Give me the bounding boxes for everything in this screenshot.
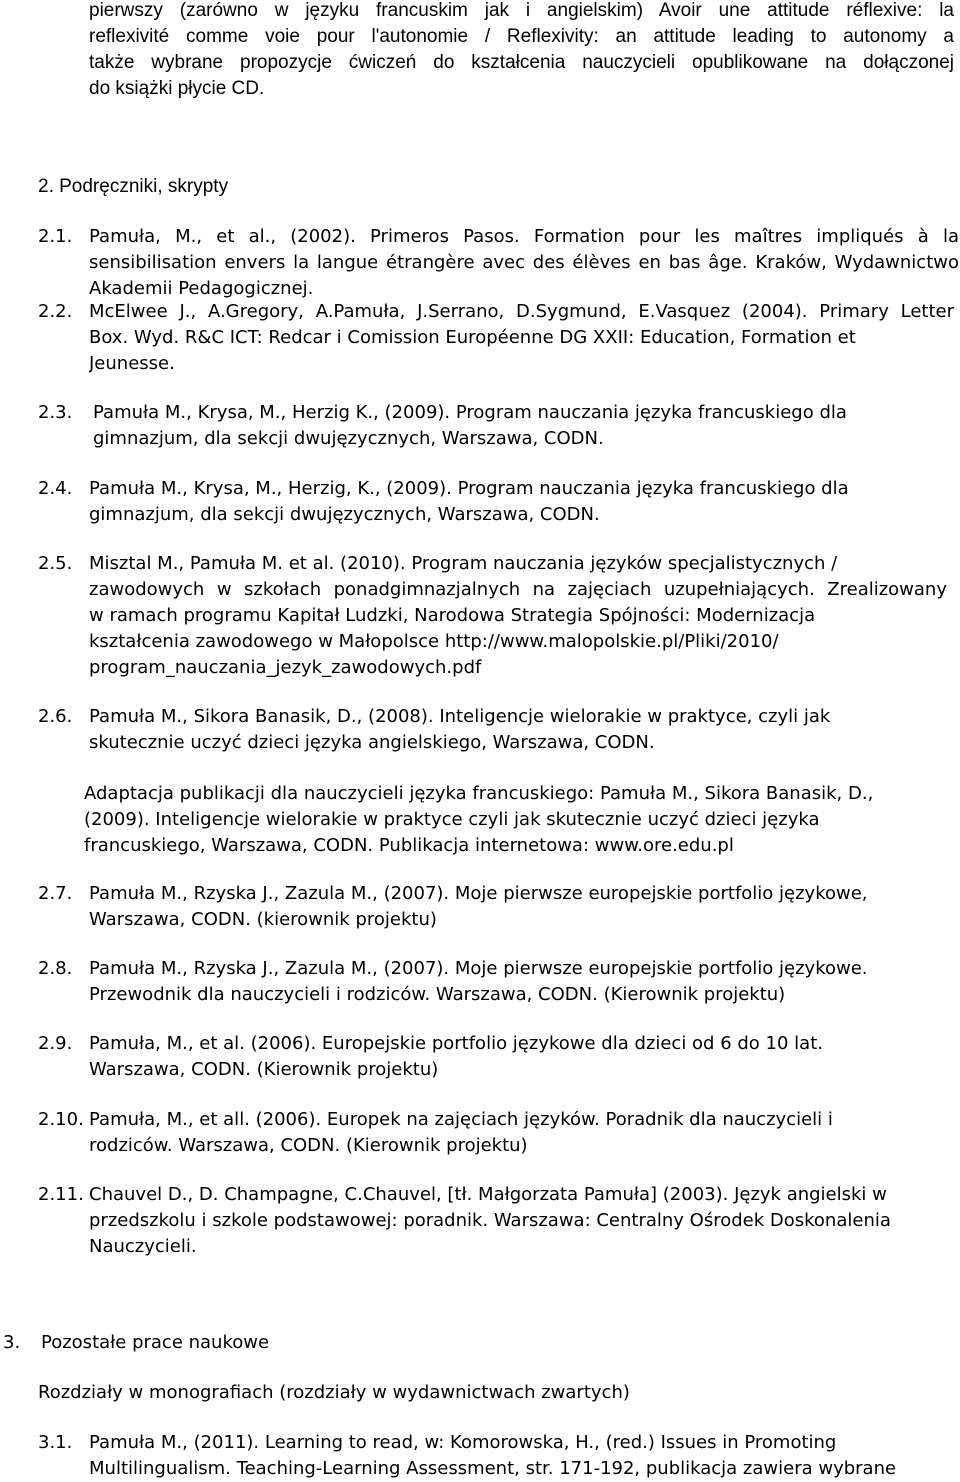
- reference-3-1: [89, 1430, 949, 1482]
- reference-line: Chauvel D., D. Champagne, C.Chauvel, [tł. Małgorzata Pamuła] (2003). Język angielski w: [89, 1184, 887, 1205]
- item-number: 2.4.: [38, 478, 73, 499]
- section-3-number: 3.: [3, 1332, 21, 1353]
- reference-line: Warszawa, CODN. (Kierownik projektu): [89, 1059, 439, 1080]
- item-number: 2.1.: [38, 226, 73, 247]
- item-number: 2.7.: [38, 883, 73, 904]
- item-number: 2.8.: [38, 958, 73, 979]
- reference-line: gimnazjum, dla sekcji dwujęzycznych, Warszawa, CODN.: [89, 504, 600, 525]
- reference-line: Pamuła M., Rzyska J., Zazula M., (2007). Moje pierwsze europejskie portfolio językowe,: [89, 883, 868, 904]
- reference-2-2: [89, 299, 954, 377]
- reference-line: Pamuła, M., et al. (2006). Europejskie portfolio językowe dla dzieci od 6 do 10 lat.: [89, 1033, 823, 1054]
- reference-line: Pamuła, M., et all. (2006). Europek na zajęciach języków. Poradnik dla nauczycieli i: [89, 1109, 833, 1130]
- reference-line: Pamuła M., Sikora Banasik, D., (2008). Inteligencje wielorakie w praktyce, czyli jak: [89, 706, 831, 727]
- reference-line: Pamuła M., (2011). Learning to read, w: Komorowska, H., (red.) Issues in Promoting: [89, 1432, 837, 1453]
- reference-line: francuskiego, Warszawa, CODN. Publikacja internetowa: www.ore.edu.pl: [84, 835, 734, 856]
- reference-line: przedszkolu i szkole podstawowej: poradnik. Warszawa: Centralny Ośrodek Doskonalenia: [89, 1210, 891, 1231]
- reference-2-3: [93, 400, 847, 452]
- item-number: 2.10.: [38, 1109, 84, 1130]
- item-number: 2.6.: [38, 706, 73, 727]
- reference-line: skutecznie uczyć dzieci języka angielskiego, Warszawa, CODN.: [89, 732, 655, 753]
- reference-2-7: [89, 881, 868, 933]
- reference-line: sensibilisation envers la langue étrangère avec des élèves en bas âge. Kraków, Wydawnictwo: [89, 252, 959, 273]
- reference-2-5: [89, 551, 947, 681]
- item-number: 2.3.: [38, 402, 73, 423]
- item-number: 3.1.: [38, 1432, 73, 1453]
- reference-2-11: [89, 1182, 891, 1260]
- reference-line: Pamuła, M., et al., (2002). Primeros Pasos. Formation pour les maîtres impliqués à la: [89, 226, 959, 247]
- reference-line: Warszawa, CODN. (kierownik projektu): [89, 909, 437, 930]
- section-2-heading: 2. Podręczniki, skrypty: [38, 176, 229, 197]
- reference-line: Adaptacja publikacji dla nauczycieli języka francuskiego: Pamuła M., Sikora Banasik, D.,: [84, 783, 874, 804]
- intro-line-2: reflexivité comme voie pour l'autonomie / Reflexivity: an attitude leading to autonomy a: [89, 26, 954, 47]
- reference-line: rodziców. Warszawa, CODN. (Kierownik projektu): [89, 1135, 528, 1156]
- reference-line: Pamuła M., Krysa, M., Herzig, K., (2009). Program nauczania języka francuskiego dla: [89, 478, 849, 499]
- reference-line: Nauczycieli.: [89, 1236, 197, 1257]
- reference-2-9: [89, 1031, 823, 1083]
- intro-line-1: pierwszy (zarówno w języku francuskim jak i angielskim) Avoir une attitude réflexive: la: [89, 0, 954, 21]
- intro-paragraph: [89, 0, 954, 102]
- item-number: 2.11.: [38, 1184, 84, 1205]
- intro-line-4: do książki płycie CD.: [89, 78, 265, 99]
- reference-line: Jeunesse.: [89, 353, 175, 374]
- reference-2-1: [89, 224, 959, 302]
- item-number: 2.5.: [38, 553, 73, 574]
- reference-line: Box. Wyd. R&C ICT: Redcar i Comission Européenne DG XXII: Education, Formation et: [89, 327, 856, 348]
- reference-line: Przewodnik dla nauczycieli i rodziców. Warszawa, CODN. (Kierownik projektu): [89, 984, 786, 1005]
- reference-2-10: [89, 1107, 833, 1159]
- reference-line: kształcenia zawodowego w Małopolsce http://www.malopolskie.pl/Pliki/2010/: [89, 631, 779, 652]
- reference-line: program_nauczania_jezyk_zawodowych.pdf: [89, 657, 482, 678]
- reference-line: Misztal M., Pamuła M. et al. (2010). Program nauczania języków specjalistycznych /: [89, 553, 838, 574]
- intro-line-3: także wybrane propozycje ćwiczeń do kształcenia nauczycieli opublikowane na dołączonej: [89, 52, 954, 73]
- reference-line: Akademii Pedagogicznej.: [89, 278, 314, 299]
- reference-line: Pamuła M., Krysa, M., Herzig K., (2009). Program nauczania języka francuskiego dla: [93, 402, 847, 423]
- section-3-heading: Pozostałe prace naukowe: [41, 1332, 270, 1353]
- adaptation-note: [84, 781, 873, 859]
- reference-line: gimnazjum, dla sekcji dwujęzycznych, Warszawa, CODN.: [93, 428, 604, 449]
- reference-line: zawodowych w szkołach ponadgimnazjalnych na zajęciach uzupełniających. Zrealizowany: [89, 579, 947, 600]
- reference-line: McElwee J., A.Gregory, A.Pamuła, J.Serrano, D.Sygmund, E.Vasquez (2004). Primary Letter: [89, 301, 954, 322]
- reference-2-6: [89, 704, 830, 756]
- item-number: 2.2.: [38, 301, 73, 322]
- reference-line: w ramach programu Kapitał Ludzki, Narodowa Strategia Spójności: Modernizacja: [89, 605, 816, 626]
- reference-line: Pamuła M., Rzyska J., Zazula M., (2007). Moje pierwsze europejskie portfolio językowe.: [89, 958, 868, 979]
- reference-2-4: [89, 476, 849, 528]
- reference-line: Multilingualism. Teaching-Learning Assessment, str. 171-192, publikacja zawiera wybrane: [89, 1458, 897, 1479]
- reference-line: (2009). Inteligencje wielorakie w praktyce czyli jak skutecznie uczyć dzieci języka: [84, 809, 820, 830]
- reference-2-8: [89, 956, 868, 1008]
- section-3-subheading: Rozdziały w monografiach (rozdziały w wydawnictwach zwartych): [38, 1382, 630, 1403]
- item-number: 2.9.: [38, 1033, 73, 1054]
